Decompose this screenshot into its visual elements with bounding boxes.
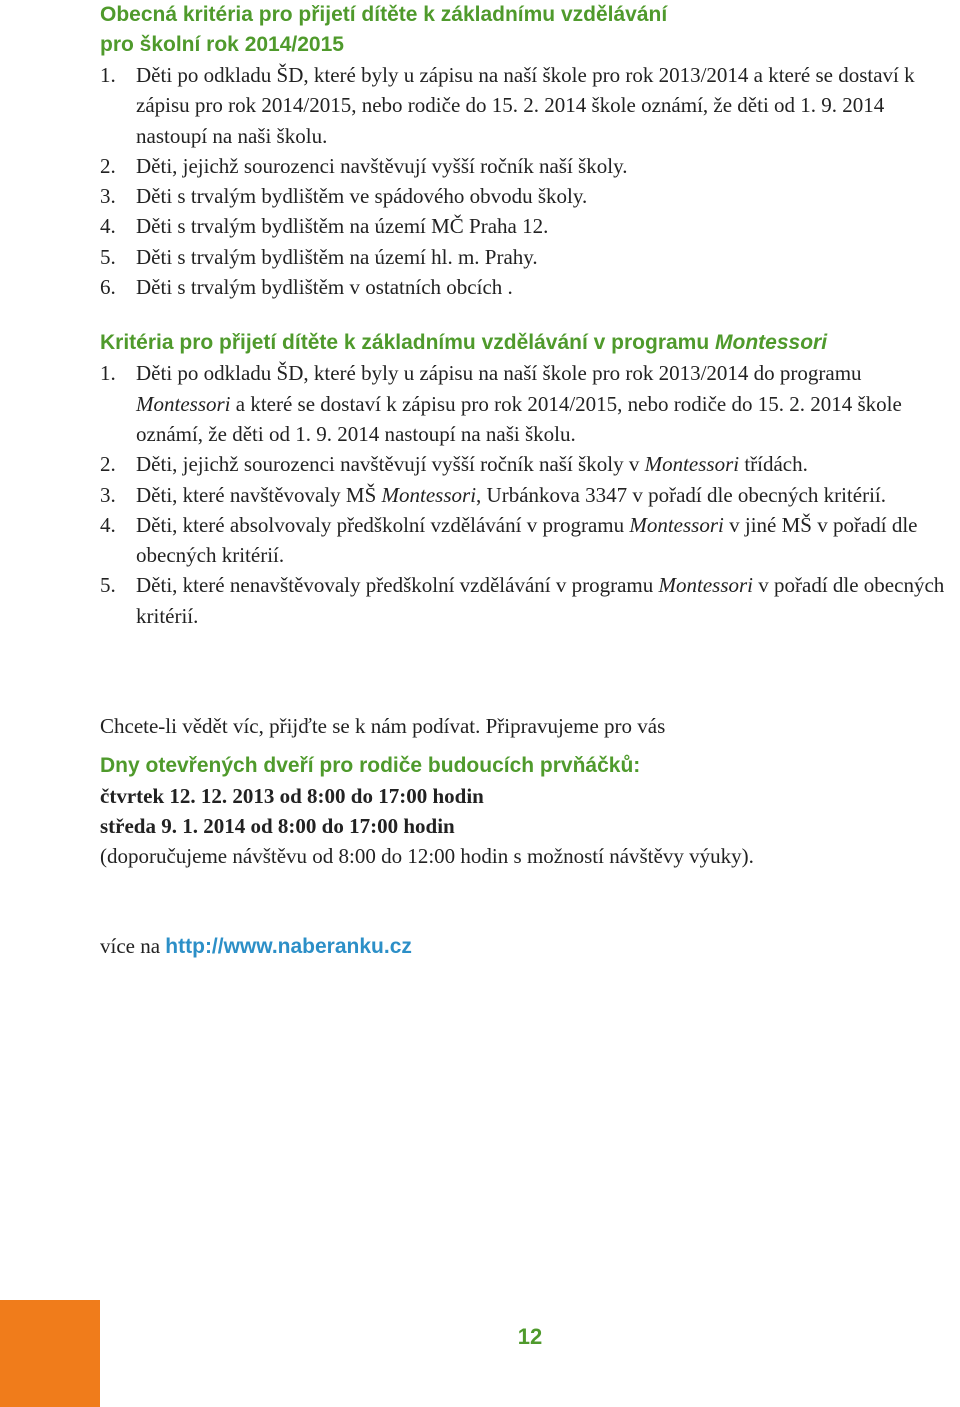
item-text-cont: třídách. bbox=[744, 452, 808, 477]
item-number: 4. bbox=[100, 214, 116, 239]
item-number: 2. bbox=[100, 452, 116, 477]
general-criteria-heading bbox=[100, 0, 960, 60]
item-text: Děti, které nenavštěvovaly předškolní vzdělávání v programu bbox=[136, 573, 654, 598]
open-day-date-2: středa 9. 1. 2014 od 8:00 do 17:00 hodin bbox=[100, 814, 455, 839]
document-content bbox=[100, 0, 960, 962]
item-text: Děti s trvalým bydlištěm ve spádového obvodu školy. bbox=[136, 184, 588, 209]
montessori-word: Montessori bbox=[629, 512, 724, 537]
more-info bbox=[100, 931, 960, 962]
list-item bbox=[100, 181, 960, 211]
website-link[interactable]: http://www.naberanku.cz bbox=[165, 935, 412, 959]
item-text: Děti s trvalým bydlištěm na území MČ Praha 12. bbox=[136, 214, 549, 239]
list-item bbox=[100, 510, 960, 571]
montessori-heading-italic: Montessori bbox=[715, 331, 828, 355]
montessori-word: Montessori bbox=[381, 482, 477, 507]
montessori-criteria-list bbox=[100, 358, 960, 631]
item-text: Děti, jejichž sourozenci navštěvují vyšší ročník naší školy. bbox=[136, 153, 628, 178]
montessori-word: Montessori bbox=[658, 573, 753, 598]
item-number: 2. bbox=[100, 153, 116, 178]
invitation-text: Chcete-li vědět víc, přijďte se k nám podívat. Připravujeme pro vás bbox=[100, 714, 666, 739]
item-number: 1. bbox=[100, 361, 116, 386]
general-heading-line1: Obecná kritéria pro přijetí dítěte k základnímu vzdělávání bbox=[100, 3, 668, 26]
list-item bbox=[100, 449, 960, 479]
item-number: 5. bbox=[100, 573, 116, 598]
item-text: Děti, které absolvovaly předškolní vzdělávání v programu bbox=[136, 512, 625, 537]
list-item bbox=[100, 60, 960, 151]
list-item bbox=[100, 151, 960, 181]
list-item bbox=[100, 242, 960, 272]
open-days-heading: Dny otevřených dveří pro rodiče budoucích prvňáčků: bbox=[100, 754, 641, 778]
general-criteria-list bbox=[100, 60, 960, 302]
item-text: Děti s trvalým bydlištěm na území hl. m. Prahy. bbox=[136, 244, 538, 269]
more-info-prefix: více na bbox=[100, 934, 161, 959]
item-text-cont: a které se dostaví k zápisu pro rok 2014/2015, nebo rodiče do 15. 2. 2014 škole oznámí, že děti od 1. 9. 2014 nastoupí na naši školu. bbox=[136, 391, 902, 446]
item-number: 6. bbox=[100, 275, 116, 300]
item-text-cont: , Urbánkova 3347 v pořadí dle obecných kritérií. bbox=[476, 482, 886, 507]
item-text: Děti po odkladu ŠD, které byly u zápisu na naší škole pro rok 2013/2014 do programu bbox=[136, 361, 862, 386]
item-text-cont: v pořadí dle obecných kritérií. bbox=[136, 573, 945, 628]
montessori-word: Montessori bbox=[136, 391, 231, 416]
item-text: Děti s trvalým bydlištěm v ostatních obcích . bbox=[136, 275, 513, 300]
montessori-criteria-heading bbox=[100, 328, 960, 358]
list-item bbox=[100, 272, 960, 302]
item-number: 3. bbox=[100, 482, 116, 507]
montessori-word: Montessori bbox=[644, 452, 740, 477]
general-heading-line2: pro školní rok 2014/2015 bbox=[100, 33, 344, 56]
montessori-heading-text: Kritéria pro přijetí dítěte k základnímu vzdělávání v programu bbox=[100, 331, 710, 355]
item-text: Děti, jejichž sourozenci navštěvují vyšší ročník naší školy v bbox=[136, 452, 640, 477]
list-item bbox=[100, 358, 960, 449]
open-day-date-1: čtvrtek 12. 12. 2013 od 8:00 do 17:00 hodin bbox=[100, 784, 484, 809]
open-days-note: (doporučujeme návštěvu od 8:00 do 12:00 hodin s možností návštěvy výuky). bbox=[100, 844, 754, 869]
item-number: 3. bbox=[100, 184, 116, 209]
list-item bbox=[100, 480, 960, 510]
item-text: Děti, které navštěvovaly MŠ bbox=[136, 482, 377, 507]
orange-corner-block bbox=[0, 1300, 100, 1407]
item-number: 4. bbox=[100, 512, 116, 537]
page-number: 12 bbox=[517, 1324, 543, 1349]
item-number: 1. bbox=[100, 63, 116, 87]
item-number: 5. bbox=[100, 244, 116, 269]
item-text-cont: v jiné MŠ v pořadí dle obecných kritérií. bbox=[136, 512, 918, 568]
list-item bbox=[100, 570, 960, 631]
item-text: Děti po odkladu ŠD, které byly u zápisu na naší škole pro rok 2013/2014 a které se dostaví k zápisu pro rok 2014/2015, nebo rodiče do 15. 2. 2014 škole oznámí, že děti od 1. 9. 2014 nastoupí na naši školu. bbox=[136, 63, 915, 148]
list-item bbox=[100, 211, 960, 241]
